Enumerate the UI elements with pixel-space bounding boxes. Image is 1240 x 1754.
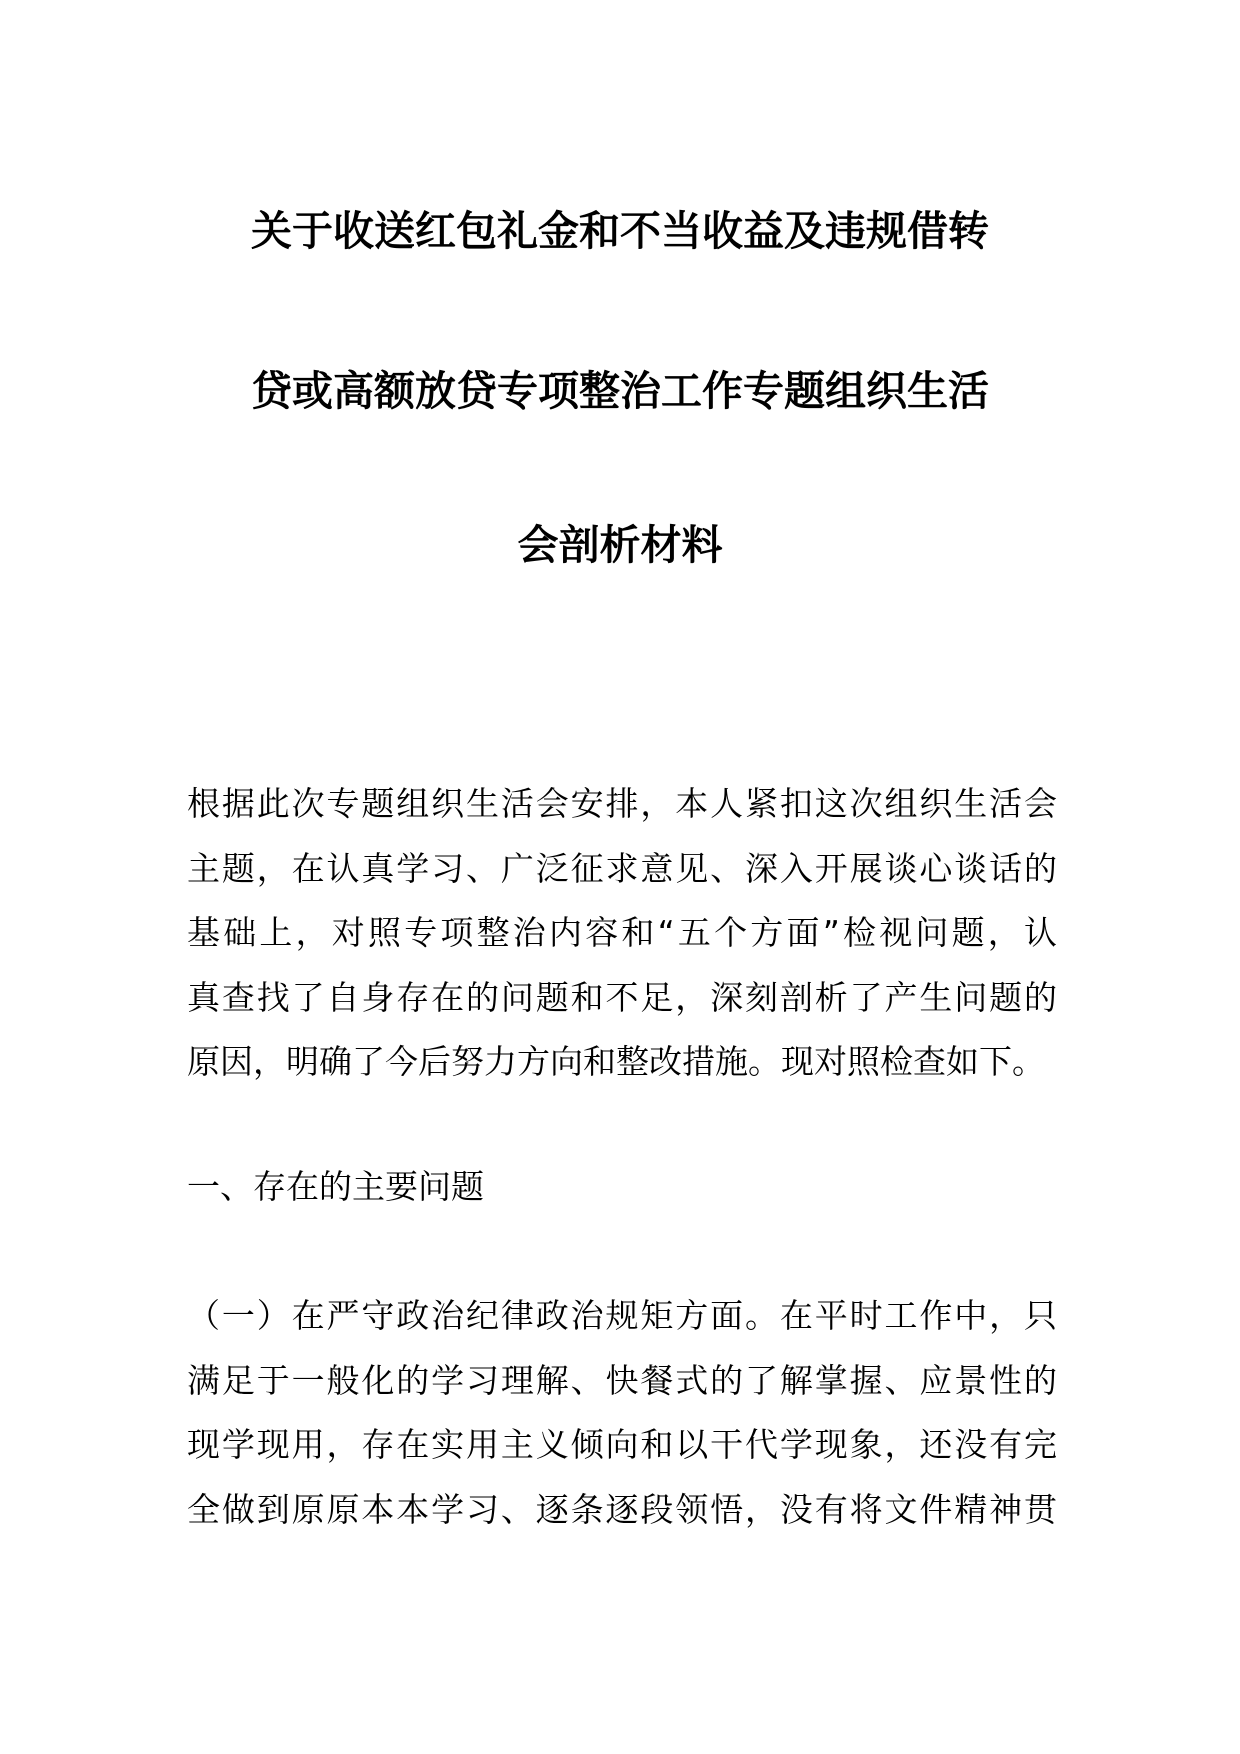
section-one-line: 满足于一般化的学习理解、快餐式的了解掌握、应景性的 <box>187 1360 1057 1400</box>
document-title-line-1: 关于收送红包礼金和不当收益及违规借转 <box>251 207 989 255</box>
intro-line: 原因，明确了今后努力方向和整改措施。现对照检查如下。 <box>187 1042 1045 1081</box>
intro-line: 基础上，对照专项整治内容和“五个方面”检视问题，认 <box>187 913 1057 952</box>
intro-line: 主题，在认真学习、广泛征求意见、深入开展谈心谈话的 <box>187 848 1057 888</box>
intro-paragraph <box>187 772 1057 1095</box>
section-one-line: （一）在严守政治纪律政治规矩方面。在平时工作中，只 <box>187 1296 1057 1335</box>
document-title-line-3: 会剖析材料 <box>517 521 723 569</box>
intro-line: 真查找了自身存在的问题和不足，深刻剖析了产生问题的 <box>187 977 1057 1017</box>
document-title-line-2: 贷或高额放贷专项整治工作专题组织生活 <box>251 367 989 415</box>
section-one-line: 现学现用，存在实用主义倾向和以干代学现象，还没有完 <box>187 1425 1057 1464</box>
section-one-line: 全做到原原本本学习、逐条逐段领悟，没有将文件精神贯 <box>187 1489 1057 1529</box>
section-heading: 一、存在的主要问题 <box>187 1167 484 1206</box>
intro-line: 根据此次专题组织生活会安排，本人紧扣这次组织生活会 <box>187 784 1057 823</box>
section-one-paragraph <box>187 1284 1057 1542</box>
